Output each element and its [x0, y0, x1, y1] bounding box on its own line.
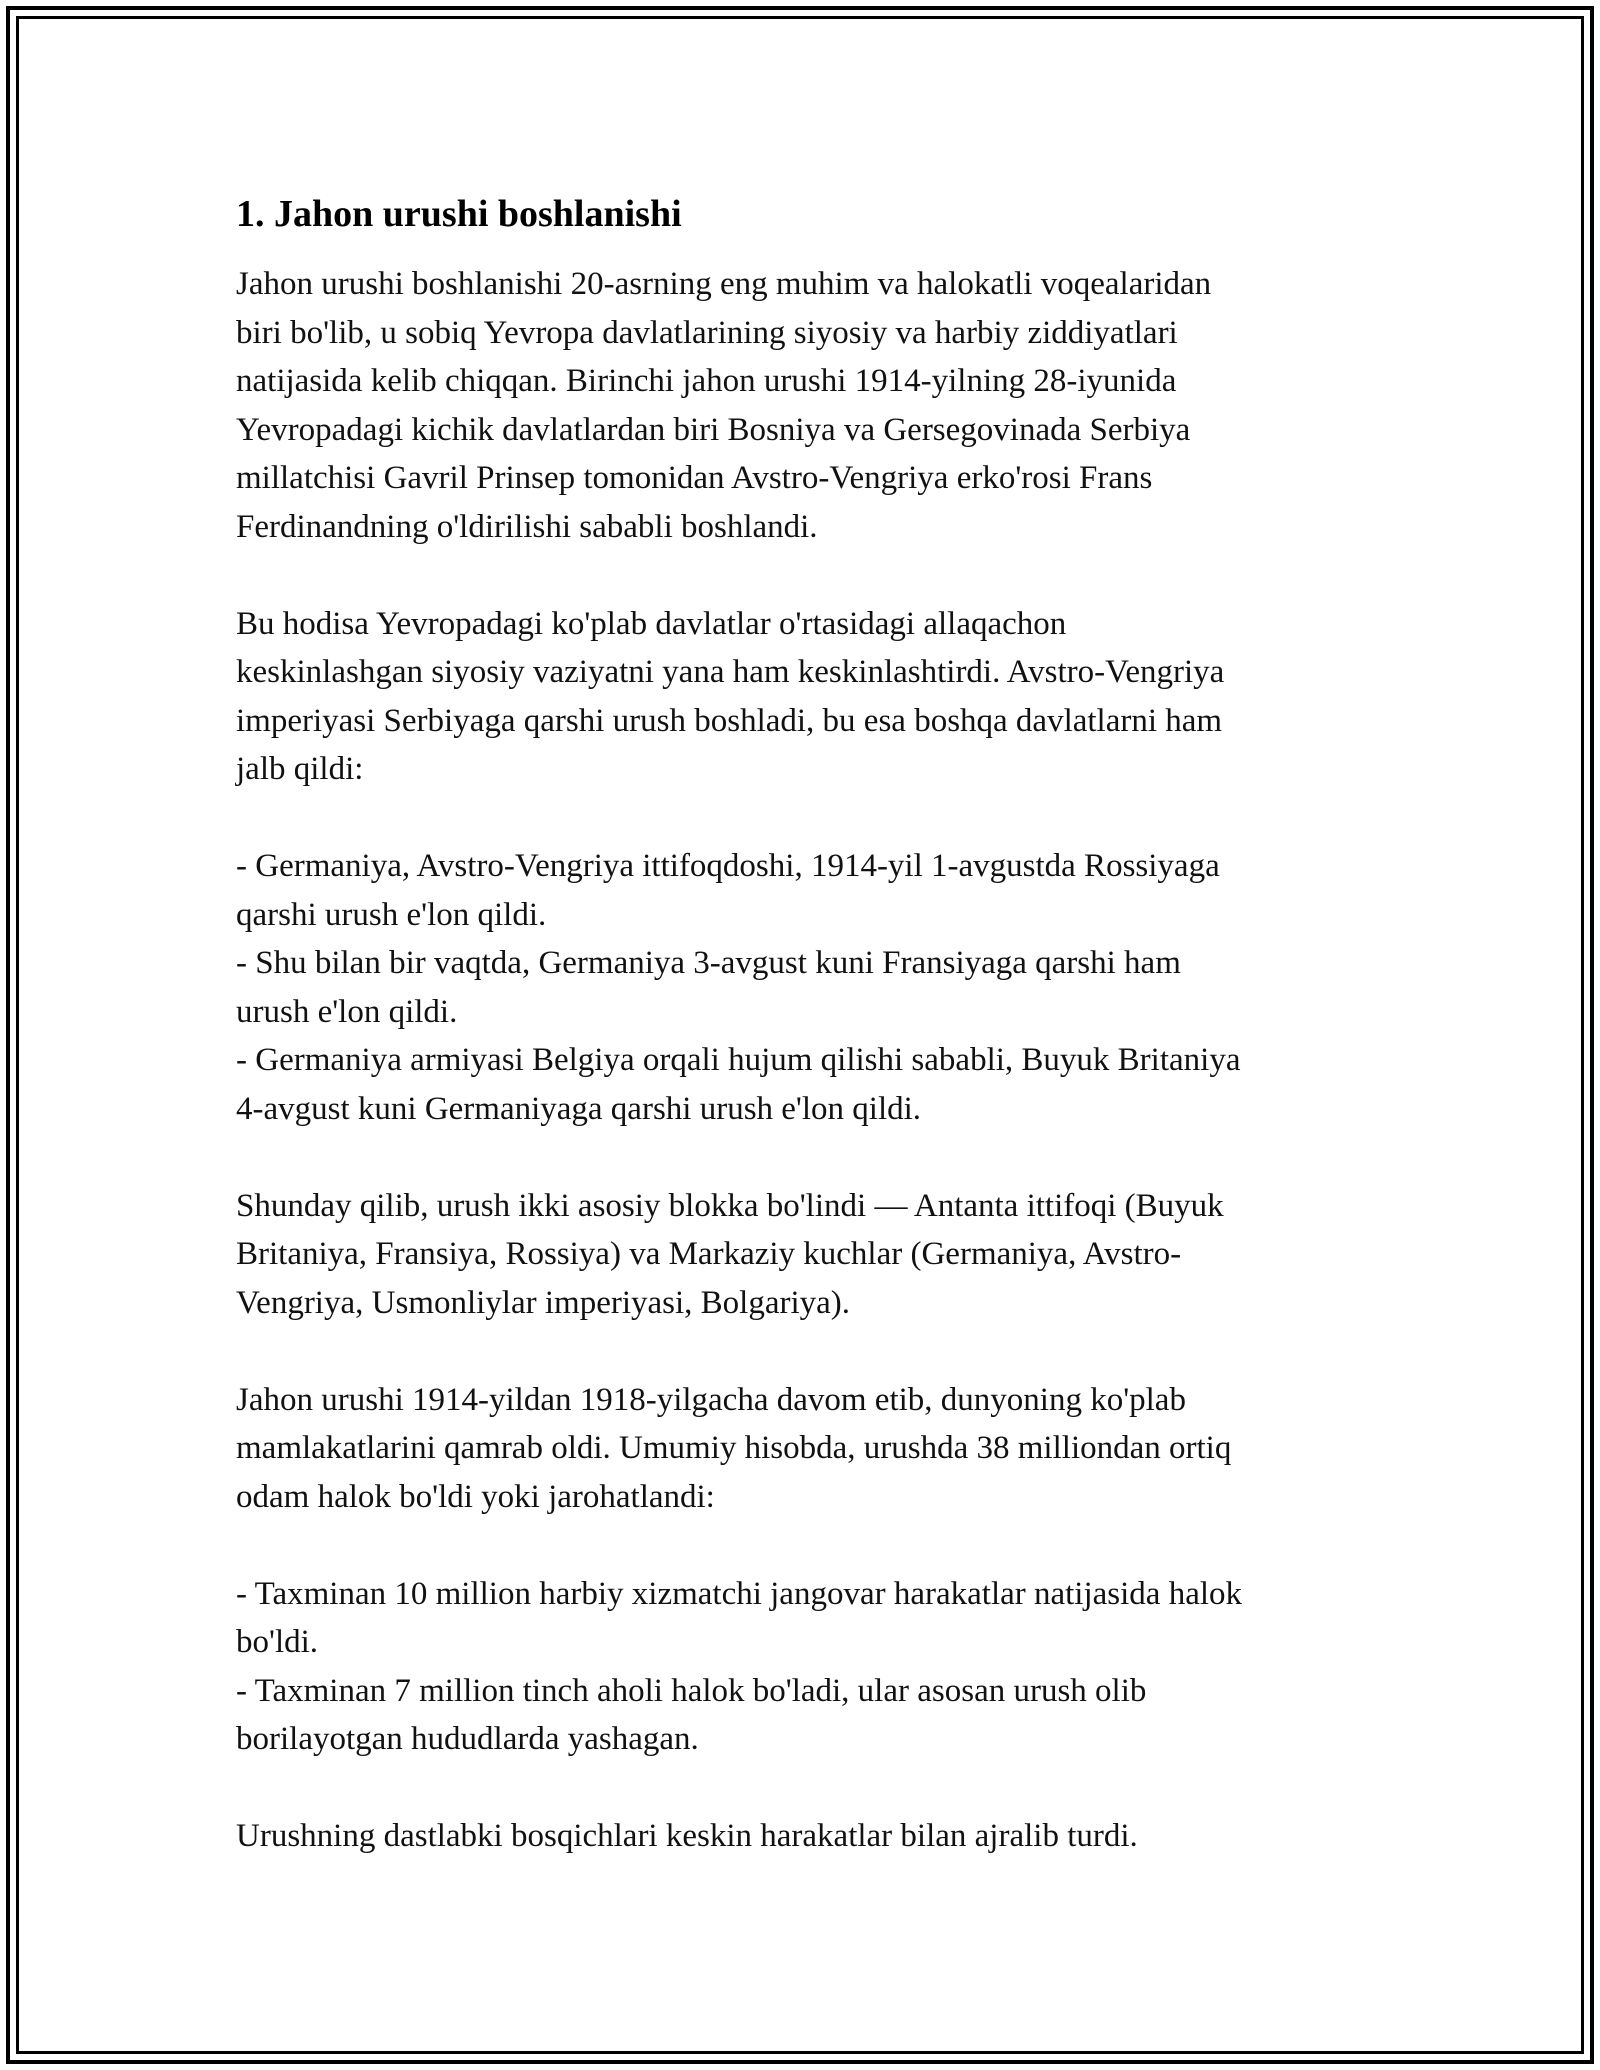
text-line: biri bo'lib, u sobiq Yevropa davlatlarining siyosiy va harbiy ziddiyatlari: [236, 314, 1178, 351]
text-line: Yevropadagi kichik davlatlardan biri Bosniya va Gersegovinada Serbiya: [236, 411, 1191, 448]
list-item-line: qarshi urush e'lon qildi.: [236, 896, 547, 933]
list-war-declarations: [236, 842, 1366, 1133]
text-line: Britaniya, Fransiya, Rossiya) va Markaziy kuchlar (Germaniya, Avstro-: [236, 1236, 1182, 1272]
paragraph-blocs: [236, 1182, 1366, 1328]
list-item-line: - Germaniya armiyasi Belgiya orqali hujum qilishi sababli, Buyuk Britaniya: [236, 1042, 1241, 1078]
paragraph-early-stages: [236, 1812, 1366, 1861]
text-line: Shunday qilib, urush ikki asosiy blokka bo'lindi — Antanta ittifoqi (Buyuk: [236, 1187, 1224, 1224]
text-line: keskinlashgan siyosiy vaziyatni yana ham keskinlashtirdi. Avstro-Vengriya: [236, 654, 1225, 690]
list-item-line: 4-avgust kuni Germaniyaga qarshi urush e'lon qildi.: [236, 1090, 922, 1127]
paragraph-escalation: [236, 600, 1366, 794]
text-line: odam halok bo'ldi yoki jarohatlandi:: [236, 1478, 715, 1515]
list-item-line: borilayotgan hududlarda yashagan.: [236, 1721, 699, 1757]
text-line: millatchisi Gavril Prinsep tomonidan Avstro-Vengriya erko'rosi Frans: [236, 460, 1153, 496]
list-item-line: urush e'lon qildi.: [236, 993, 458, 1030]
text-line: Urushning dastlabki bosqichlari keskin harakatlar bilan ajralib turdi.: [236, 1818, 1138, 1854]
paragraph-duration: [236, 1376, 1366, 1522]
text-line: jalb qildi:: [236, 751, 364, 787]
text-line: Jahon urushi boshlanishi 20-asrning eng muhim va halokatli voqealaridan: [236, 266, 1212, 302]
text-line: natijasida kelib chiqqan. Birinchi jahon urushi 1914-yilning 28-iyunida: [236, 363, 1177, 399]
list-item-line: - Germaniya, Avstro-Vengriya ittifoqdoshi, 1914-yil 1-avgustda Rossiyaga: [236, 848, 1220, 884]
text-line: Bu hodisa Yevropadagi ko'plab davlatlar o'rtasidagi allaqachon: [236, 605, 1067, 642]
text-line: imperiyasi Serbiyaga qarshi urush boshladi, bu esa boshqa davlatlarni ham: [236, 702, 1223, 739]
text-line: mamlakatlarini qamrab oldi. Umumiy hisobda, urushda 38 milliondan ortiq: [236, 1430, 1232, 1466]
list-item-line: - Taxminan 7 million tinch aholi halok bo'ladi, ular asosan urush olib: [236, 1672, 1147, 1709]
list-casualties: [236, 1570, 1366, 1764]
text-line: Jahon urushi 1914-yildan 1918-yilgacha davom etib, dunyoning ko'plab: [236, 1381, 1186, 1418]
list-item-line: - Taxminan 10 million harbiy xizmatchi jangovar harakatlar natijasida halok: [236, 1575, 1243, 1612]
list-item-line: bo'ldi.: [236, 1624, 319, 1660]
text-line: Ferdinandning o'ldirilishi sababli boshlandi.: [236, 508, 818, 545]
text-line: Vengriya, Usmonliylar imperiyasi, Bolgariya).: [236, 1284, 851, 1321]
document-title: 1. Jahon urushi boshlanishi: [236, 193, 682, 235]
list-item-line: - Shu bilan bir vaqtda, Germaniya 3-avgust kuni Fransiyaga qarshi ham: [236, 945, 1181, 981]
document-body: [236, 190, 1366, 1861]
paragraph-intro: [236, 260, 1366, 551]
